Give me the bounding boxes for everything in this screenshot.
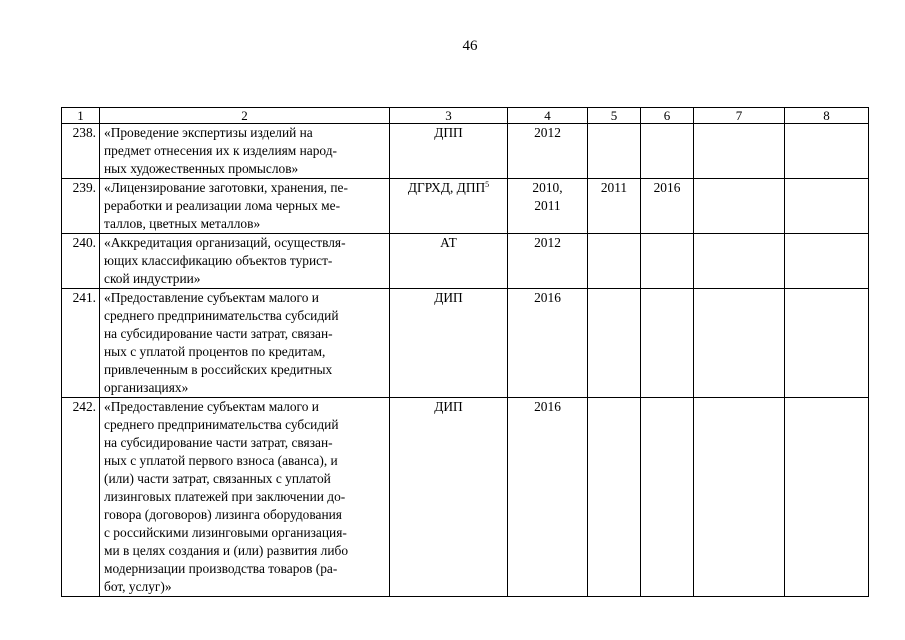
value-cell-c5 — [588, 234, 641, 289]
service-name-line: ных с уплатой процентов по кредитам, — [104, 344, 326, 359]
value-cell-c7 — [694, 398, 785, 597]
value-cell-c6 — [641, 289, 694, 398]
row-number: 240. — [72, 235, 96, 250]
year-line: 2010, — [532, 180, 563, 195]
services-table — [61, 107, 869, 597]
service-name-line: «Проведение экспертизы изделий на — [104, 125, 313, 140]
value-cell-c6 — [641, 398, 694, 597]
column-header: 2 — [100, 108, 390, 124]
service-name-line: говора (договоров) лизинга оборудования — [104, 507, 342, 522]
column-header: 1 — [62, 108, 100, 124]
service-name-line: ных художественных промыслов» — [104, 161, 299, 176]
organization: АТ — [440, 235, 457, 250]
service-name-line: предмет отнесения их к изделиям народ- — [104, 143, 338, 158]
value-cell-c8 — [785, 398, 869, 597]
service-name-cell — [100, 289, 390, 398]
organization: ДПП — [434, 125, 463, 140]
table-body — [62, 124, 869, 597]
year-cell — [508, 289, 588, 398]
service-name-cell — [100, 398, 390, 597]
value-cell-c8 — [785, 124, 869, 179]
year-line: 2011 — [534, 198, 561, 213]
table-row — [62, 179, 869, 234]
service-name-line: таллов, цветных металлов» — [104, 216, 261, 231]
year-line: 2016 — [534, 290, 561, 305]
value-cell-c5 — [588, 179, 641, 234]
page-number: 46 — [462, 38, 478, 54]
table-row — [62, 289, 869, 398]
organization-cell — [390, 234, 508, 289]
year-cell — [508, 179, 588, 234]
organization: ДИП — [434, 290, 463, 305]
service-name-line: ющих классификацию объектов турист- — [104, 253, 333, 268]
value-cell-c7 — [694, 234, 785, 289]
year-line: 2016 — [534, 399, 561, 414]
row-number-cell — [62, 234, 100, 289]
value-cell-c6 — [641, 124, 694, 179]
year-line: 2012 — [534, 125, 561, 140]
value-cell-c6 — [641, 234, 694, 289]
service-name-line: привлеченным в российских кредитных — [104, 362, 333, 377]
service-name-line: (или) части затрат, связанных с уплатой — [104, 471, 331, 486]
row-number-cell — [62, 179, 100, 234]
service-name-line: среднего предпринимательства субсидий — [104, 417, 339, 432]
column-header: 4 — [508, 108, 588, 124]
organization-cell — [390, 289, 508, 398]
service-name-line: «Лицензирование заготовки, хранения, пе- — [104, 180, 348, 195]
service-name-cell — [100, 124, 390, 179]
value-cell-c7 — [694, 124, 785, 179]
column-header: 8 — [785, 108, 869, 124]
service-name-cell — [100, 179, 390, 234]
row-number: 238. — [72, 125, 96, 140]
service-name-line: с российскими лизинговыми организация- — [104, 525, 347, 540]
service-name-line: лизинговых платежей при заключении до- — [104, 489, 346, 504]
service-name-line: ных с уплатой первого взноса (аванса), и — [104, 453, 338, 468]
service-name-line: на субсидирование части затрат, связан- — [104, 435, 333, 450]
service-name-line: ми в целях создания и (или) развития либо — [104, 543, 349, 558]
service-name-line: бот, услуг)» — [104, 579, 172, 594]
organization: ДГРХД, ДПП — [407, 180, 486, 195]
value-cell-c7 — [694, 289, 785, 398]
year-cell — [508, 234, 588, 289]
row-number-cell — [62, 289, 100, 398]
service-name-line: на субсидирование части затрат, связан- — [104, 326, 333, 341]
service-name-line: «Предоставление субъектам малого и — [104, 290, 319, 305]
organization: ДИП — [434, 399, 463, 414]
column-header: 5 — [588, 108, 641, 124]
cell-value: 2011 — [600, 180, 628, 195]
organization-cell — [390, 179, 508, 234]
table-row — [62, 234, 869, 289]
table-row — [62, 124, 869, 179]
year-cell — [508, 398, 588, 597]
value-cell-c5 — [588, 124, 641, 179]
service-name-line: ской индустрии» — [104, 271, 201, 286]
service-name-line: «Предоставление субъектам малого и — [104, 399, 319, 414]
year-line: 2012 — [534, 235, 561, 250]
value-cell-c5 — [588, 289, 641, 398]
row-number-cell — [62, 124, 100, 179]
column-header: 7 — [694, 108, 785, 124]
service-name-cell — [100, 234, 390, 289]
header-row — [62, 108, 869, 124]
service-name-line: среднего предпринимательства субсидий — [104, 308, 339, 323]
service-name-line: «Аккредитация организаций, осуществля- — [104, 235, 346, 250]
row-number: 242. — [72, 399, 96, 414]
service-name-line: реработки и реализации лома черных ме- — [104, 198, 341, 213]
organization-cell — [390, 398, 508, 597]
value-cell-c7 — [694, 179, 785, 234]
value-cell-c6 — [641, 179, 694, 234]
year-cell — [508, 124, 588, 179]
footnote-marker: 5 — [485, 180, 490, 189]
cell-value: 2016 — [653, 180, 681, 195]
row-number-cell — [62, 398, 100, 597]
value-cell-c8 — [785, 234, 869, 289]
value-cell-c5 — [588, 398, 641, 597]
column-header: 6 — [641, 108, 694, 124]
row-number: 239. — [72, 180, 96, 195]
value-cell-c8 — [785, 289, 869, 398]
table-row — [62, 398, 869, 597]
service-name-line: модернизации производства товаров (ра- — [104, 561, 338, 576]
service-name-line: организациях» — [104, 380, 189, 395]
column-header: 3 — [390, 108, 508, 124]
value-cell-c8 — [785, 179, 869, 234]
organization-cell — [390, 124, 508, 179]
row-number: 241. — [72, 290, 96, 305]
